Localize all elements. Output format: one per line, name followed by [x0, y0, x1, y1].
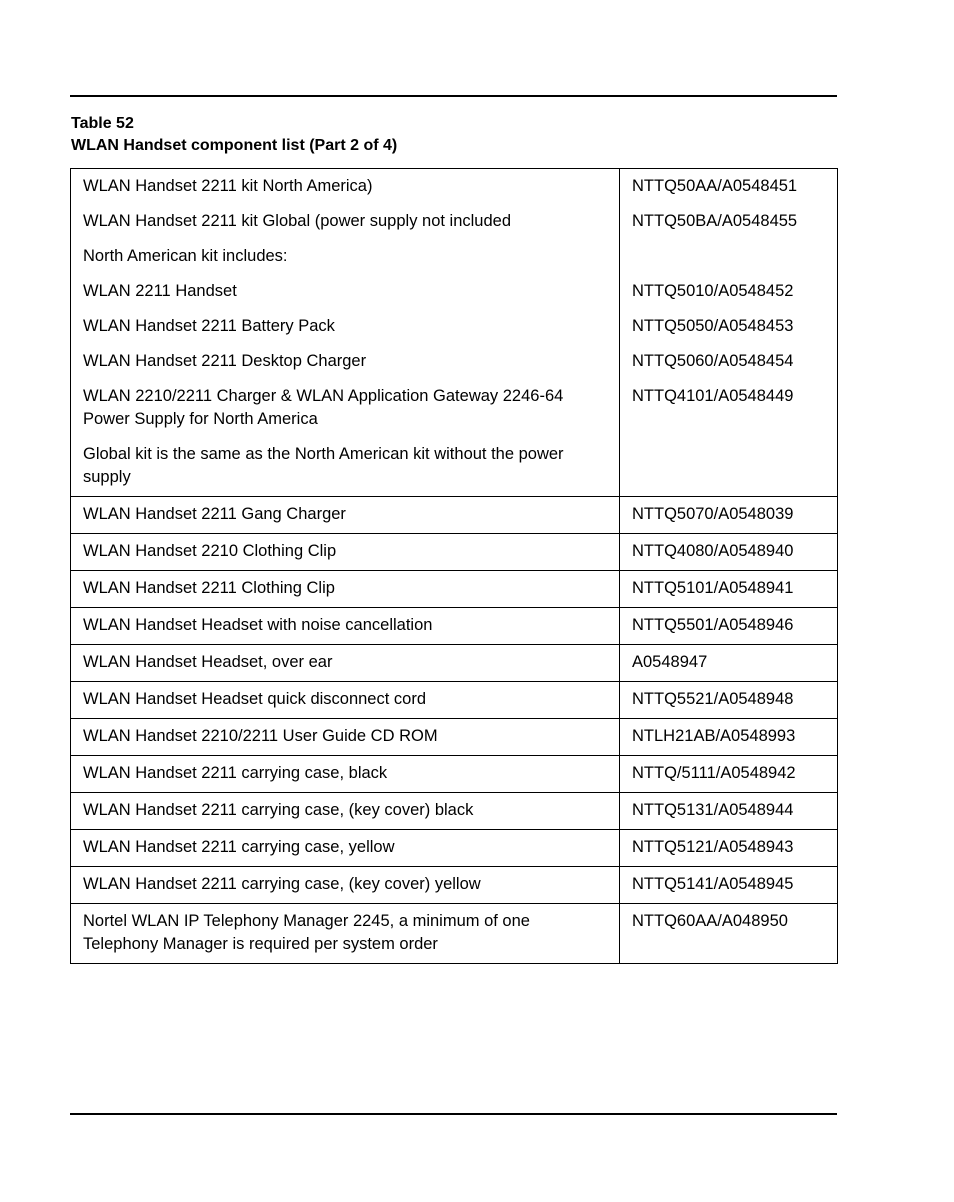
- component-description: WLAN Handset 2211 kit North America): [83, 177, 373, 195]
- order-number: [632, 245, 825, 268]
- table-row: [71, 830, 838, 867]
- order-number: NTTQ60AA/A048950: [620, 904, 838, 964]
- component-description: WLAN Handset 2211 carrying case, (key cover) black: [71, 793, 620, 830]
- component-description: WLAN Handset 2211 Gang Charger: [71, 497, 620, 534]
- component-description: WLAN Handset 2211 kit Global (power supply not included: [83, 212, 512, 230]
- table-row: [71, 719, 838, 756]
- order-number: NTTQ5501/A0548946: [620, 608, 838, 645]
- order-number: NTTQ5060/A0548454: [632, 352, 794, 370]
- table-row: [71, 904, 838, 964]
- order-number: NTTQ4080/A0548940: [620, 534, 838, 571]
- table-row-kit-group: [71, 169, 838, 497]
- order-number: NTTQ5141/A0548945: [620, 867, 838, 904]
- order-number: NTLH21AB/A0548993: [620, 719, 838, 756]
- order-number: NTTQ5010/A0548452: [632, 282, 794, 300]
- order-number: NTTQ5101/A0548941: [620, 571, 838, 608]
- order-number: NTTQ50BA/A0548455: [632, 212, 798, 230]
- table-caption: [71, 113, 397, 157]
- component-description: North American kit includes:: [83, 247, 288, 265]
- order-number: NTTQ5070/A0548039: [620, 497, 838, 534]
- order-number: [632, 420, 825, 443]
- table-row: [71, 497, 838, 534]
- component-description: WLAN Handset 2211 Desktop Charger: [83, 352, 367, 370]
- kit-description-cell: [71, 169, 620, 497]
- kit-order-number-cell: [620, 169, 838, 497]
- table-row: [71, 867, 838, 904]
- footer-rule: [70, 1113, 837, 1115]
- component-description: WLAN Handset 2210/2211 User Guide CD ROM: [71, 719, 620, 756]
- component-description: WLAN Handset 2211 carrying case, yellow: [71, 830, 620, 867]
- component-description: WLAN Handset 2211 Clothing Clip: [71, 571, 620, 608]
- component-description: WLAN 2210/2211 Charger & WLAN Application Gateway 2246-64 Power Supply for North America: [83, 387, 564, 428]
- component-description: Nortel WLAN IP Telephony Manager 2245, a minimum of one Telephony Manager is required per system order: [71, 904, 620, 964]
- component-description: WLAN Handset 2210 Clothing Clip: [71, 534, 620, 571]
- component-table: [70, 168, 838, 964]
- component-description: Global kit is the same as the North American kit without the power supply: [83, 445, 564, 486]
- order-number: NTTQ50AA/A0548451: [632, 177, 798, 195]
- table-title: WLAN Handset component list (Part 2 of 4): [71, 137, 398, 154]
- component-description: WLAN Handset Headset quick disconnect cord: [71, 682, 620, 719]
- table-row: [71, 793, 838, 830]
- component-description: WLAN Handset 2211 carrying case, (key cover) yellow: [71, 867, 620, 904]
- header-rule: [70, 95, 837, 97]
- order-number: A0548947: [620, 645, 838, 682]
- component-description: WLAN Handset 2211 carrying case, black: [71, 756, 620, 793]
- order-number: NTTQ5521/A0548948: [620, 682, 838, 719]
- table-row: [71, 608, 838, 645]
- order-number: NTTQ4101/A0548449: [632, 387, 794, 405]
- order-number: NTTQ/5111/A0548942: [620, 756, 838, 793]
- component-description: WLAN Handset 2211 Battery Pack: [83, 317, 335, 335]
- table-row: [71, 571, 838, 608]
- component-description: WLAN 2211 Handset: [83, 282, 237, 300]
- component-description: WLAN Handset Headset, over ear: [71, 645, 620, 682]
- component-description: WLAN Handset Headset with noise cancellation: [71, 608, 620, 645]
- table-row: [71, 534, 838, 571]
- table-number: Table 52: [71, 115, 134, 132]
- table-row: [71, 645, 838, 682]
- order-number: NTTQ5050/A0548453: [632, 317, 794, 335]
- table-row: [71, 682, 838, 719]
- order-number: NTTQ5131/A0548944: [620, 793, 838, 830]
- order-number: NTTQ5121/A0548943: [620, 830, 838, 867]
- table-row: [71, 756, 838, 793]
